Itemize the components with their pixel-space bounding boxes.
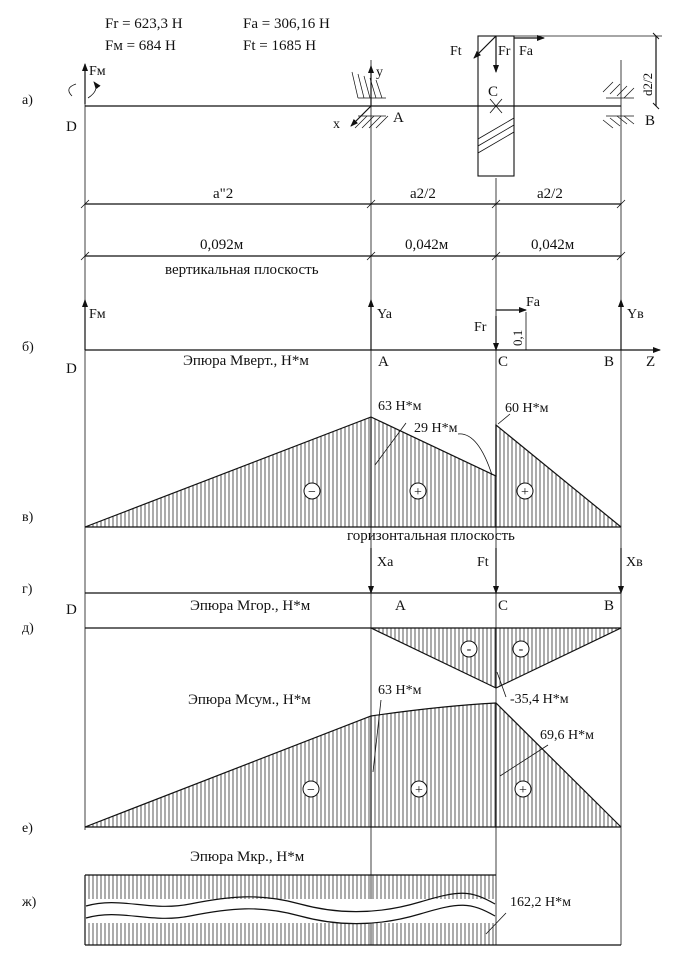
label-xb: Xв	[626, 555, 643, 570]
horizontal-plane-title: горизонтальная плоскость	[347, 528, 515, 544]
dim-sym-2: а2/2	[410, 186, 436, 202]
diagram-hor-title: Эпюра Мгор., Н*м	[190, 598, 311, 614]
sign-h-2-text: -	[518, 642, 524, 657]
label-yb: Yв	[627, 307, 644, 322]
dimensions	[81, 186, 625, 278]
label-torque-value: 162,2 Н*м	[510, 895, 571, 910]
sign-v-1-text: −	[308, 485, 316, 500]
point-c-b: C	[498, 354, 509, 370]
horizontal-plane-scheme	[66, 528, 643, 618]
label-fr-b: Fr	[474, 320, 487, 335]
shaft-scheme	[66, 36, 662, 176]
sign-h-1-text: -	[466, 642, 472, 657]
point-c-g: C	[498, 598, 509, 614]
label-d2: d2/2	[640, 72, 655, 96]
point-a-b: A	[378, 354, 389, 370]
dim-val-3: 0,042м	[531, 237, 575, 253]
point-b-b: B	[604, 354, 615, 370]
point-b-g: B	[604, 598, 615, 614]
point-d-b: D	[66, 361, 77, 377]
row-label-zh: ж)	[22, 895, 37, 910]
bearing-b	[603, 82, 634, 128]
row-label-g: г)	[22, 582, 33, 597]
point-a-g: A	[395, 598, 406, 614]
label-xa: Xa	[377, 555, 394, 570]
force-fm: Fм = 684 Н	[105, 38, 176, 54]
dim-sym-1: а"2	[213, 186, 234, 202]
force-fr: Fr = 623,3 Н	[105, 16, 183, 32]
diagram-vert-title: Эпюра Мверт., Н*м	[183, 353, 309, 369]
label-arm: 0,1	[510, 329, 525, 346]
sign-v-3-text: +	[521, 485, 529, 500]
force-fa: Fa = 306,16 Н	[243, 16, 330, 32]
point-d-g: D	[66, 602, 77, 618]
fm-twist	[69, 84, 76, 96]
row-label-a: а)	[22, 93, 33, 108]
point-d-a: D	[66, 119, 77, 135]
point-z: Z	[646, 354, 656, 370]
label-sum-peak-a: 63 Н*м	[378, 683, 422, 698]
vertical-plane-scheme	[66, 295, 660, 377]
ft-arrow	[474, 36, 496, 58]
label-ft-g: Ft	[477, 555, 489, 570]
vertical-plane-title: вертикальная плоскость	[165, 262, 319, 278]
sign-e-1-text: −	[307, 783, 315, 798]
diagram-vertical	[85, 353, 621, 527]
diagram-horizontal	[85, 628, 621, 707]
point-b-a: B	[645, 113, 656, 129]
dim-val-1: 0,092м	[200, 237, 244, 253]
label-ft-a: Ft	[450, 44, 462, 59]
force-ft: Ft = 1685 Н	[243, 38, 317, 54]
label-ya: Ya	[377, 307, 392, 322]
sign-e-2-text: +	[415, 783, 423, 798]
label-fm-b: Fм	[89, 307, 106, 322]
label-fr-a: Fr	[498, 44, 511, 59]
label-fm-a: Fм	[89, 64, 106, 79]
point-a-a: A	[393, 110, 404, 126]
dim-val-2: 0,042м	[405, 237, 449, 253]
dim-sym-3: а2/2	[537, 186, 563, 202]
diagram-torque-title: Эпюра Мкр., Н*м	[190, 849, 305, 865]
diagram-sum-title: Эпюра Мсум., Н*м	[188, 692, 311, 708]
row-label-b: б)	[22, 340, 34, 355]
label-vert-c-left: 29 Н*м	[414, 421, 458, 436]
label-fa-b: Fa	[526, 295, 540, 310]
label-hor-value: -35,4 Н*м	[510, 692, 569, 707]
diagram-torque	[85, 849, 621, 945]
label-axis-x: x	[333, 117, 340, 132]
point-c-a: C	[488, 84, 499, 100]
sign-v-2-text: +	[414, 485, 422, 500]
sign-e-3-text: +	[519, 783, 527, 798]
row-label-v: в)	[22, 510, 34, 525]
label-sum-peak-c: 69,6 Н*м	[540, 728, 594, 743]
label-vert-peak-a: 63 Н*м	[378, 399, 422, 414]
label-fa-a: Fa	[519, 44, 533, 59]
label-vert-c-right: 60 Н*м	[505, 401, 549, 416]
label-axis-y: y	[376, 65, 383, 80]
torque-break-gap	[86, 899, 495, 923]
row-label-d: д)	[22, 621, 34, 636]
row-label-e: е)	[22, 821, 33, 836]
